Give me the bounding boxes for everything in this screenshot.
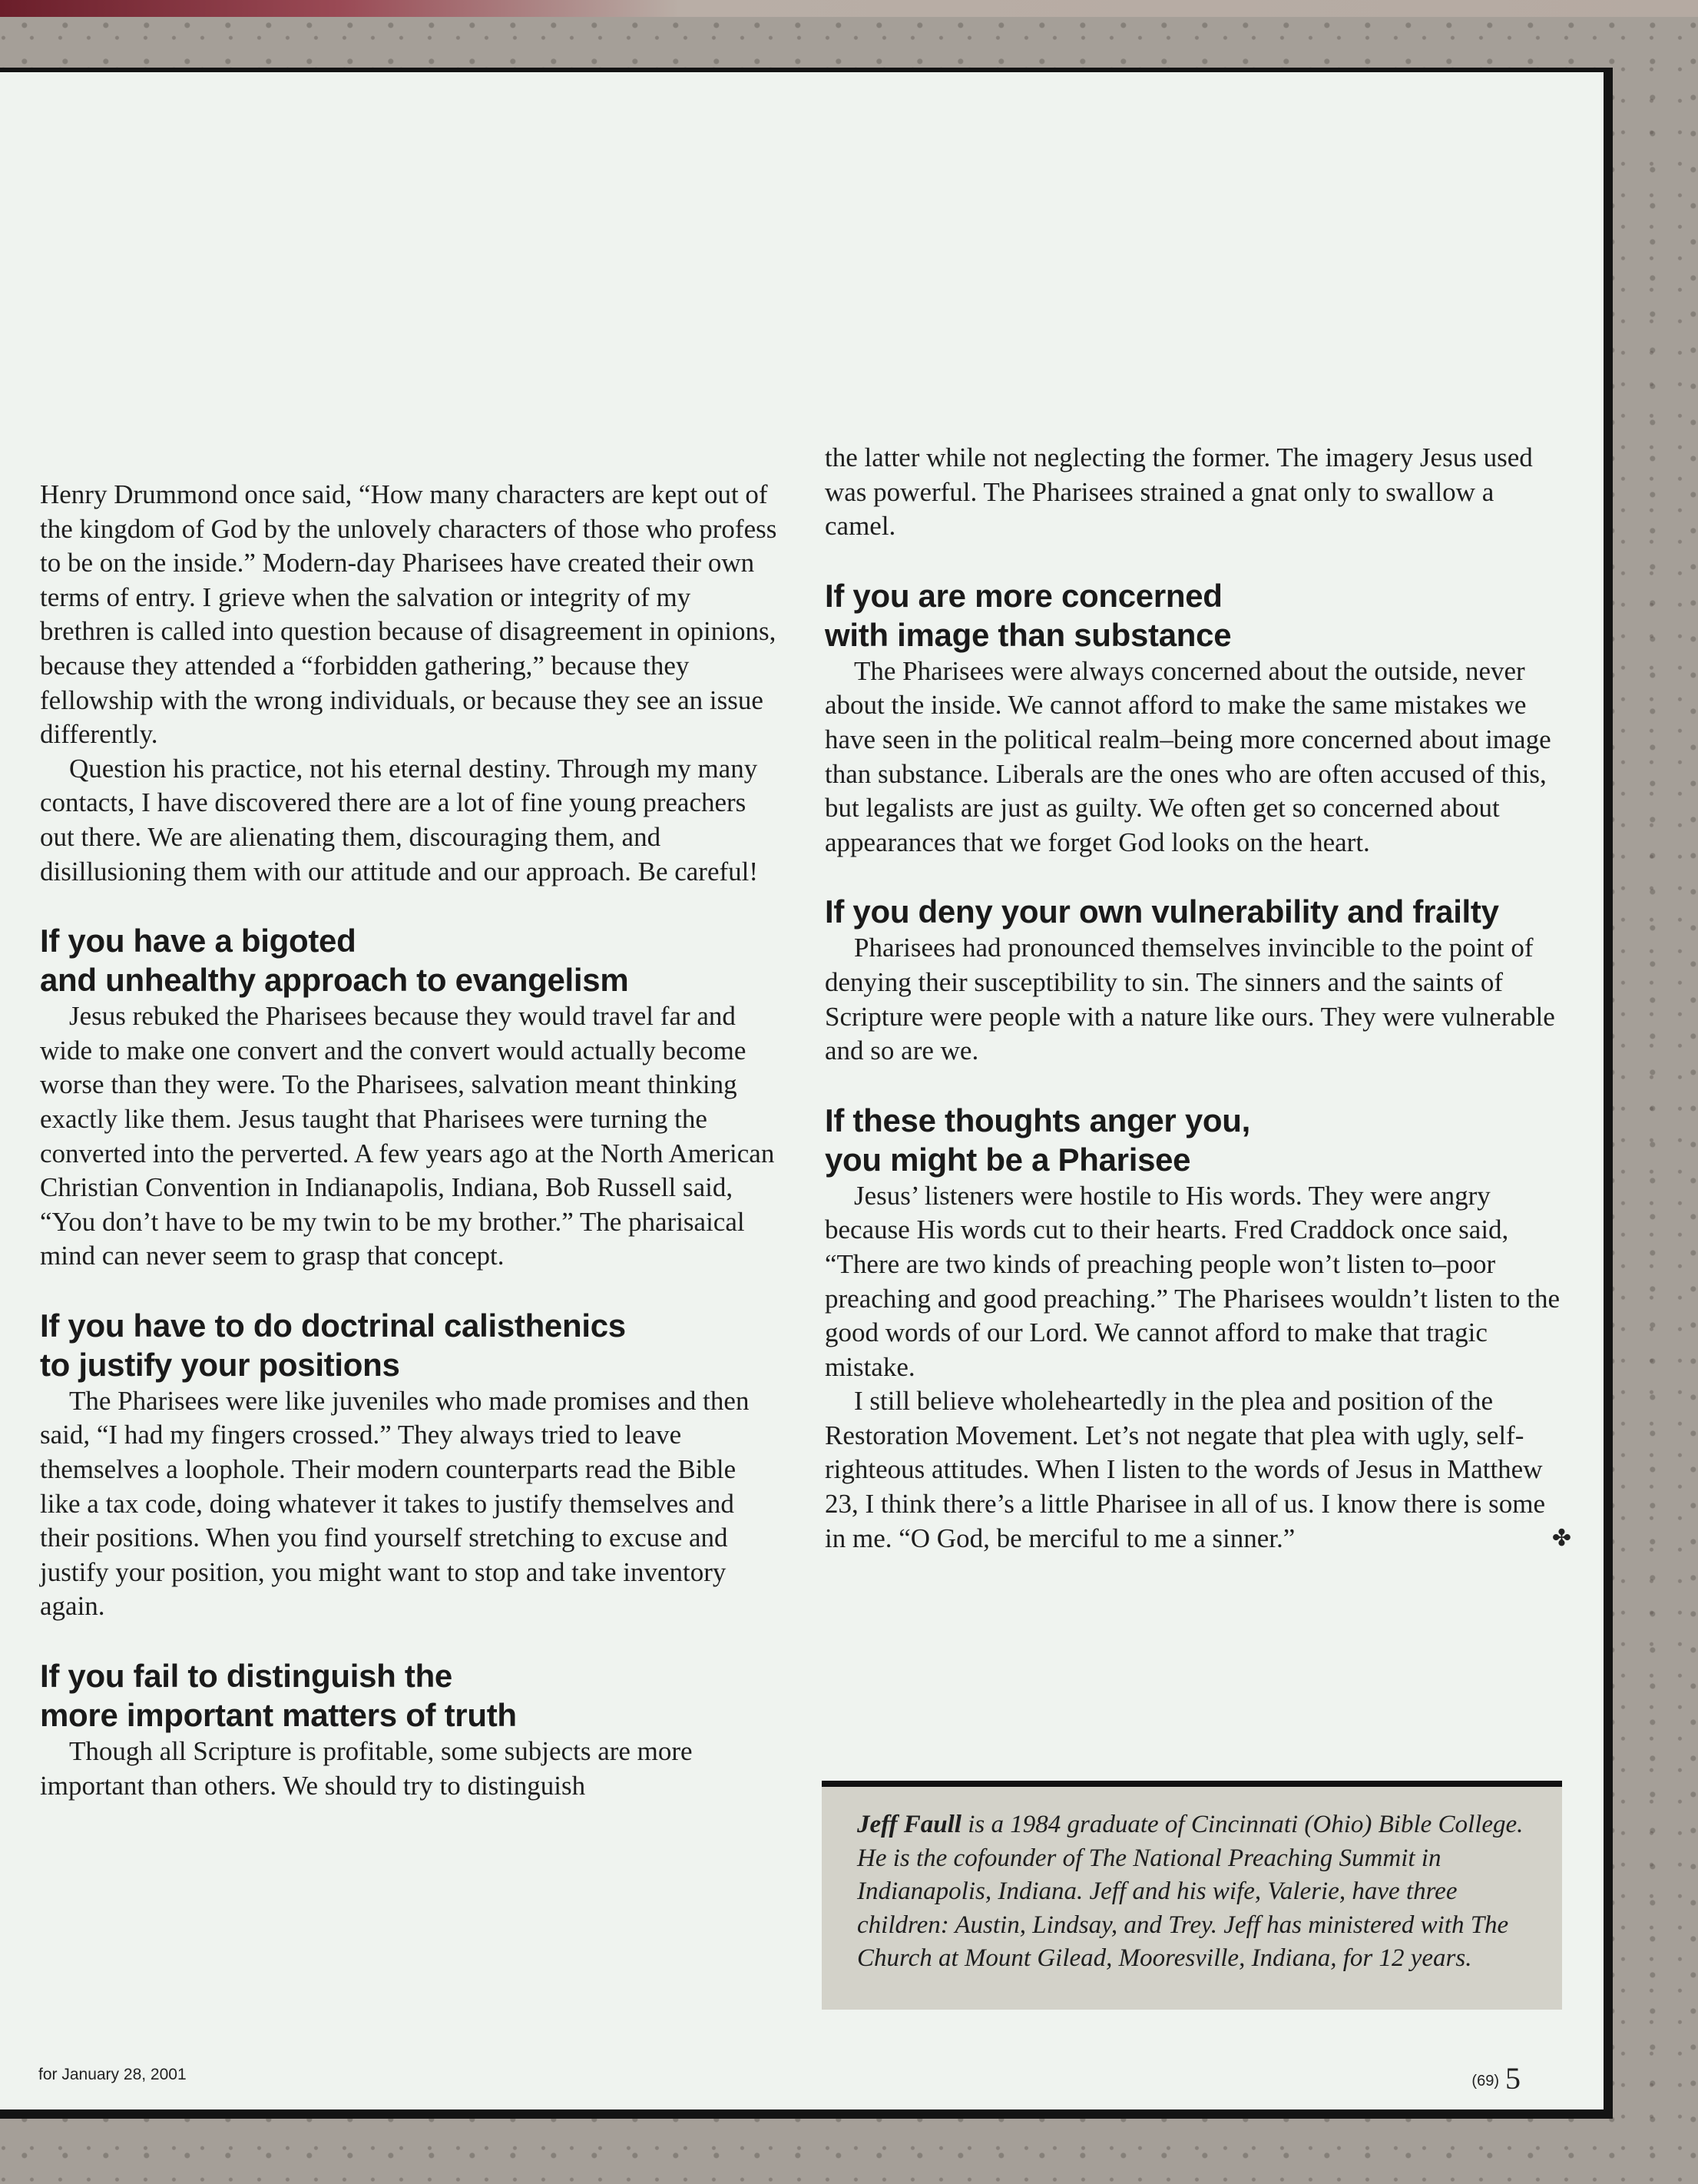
bio-divider xyxy=(822,1781,1562,1787)
page-number: 5 xyxy=(1505,2061,1521,2096)
author-bio-box xyxy=(822,1787,1562,2010)
closing-paragraph: I still believe wholeheartedly in the plea and position of the Restoration Movement. Let’s not negate that plea with ugly, self-righteous attitudes. When I listen to the words of Jesus in Matthew 23, I think there’s a little Pharisee in all of us. I know there is some in me. “O God, be merciful to me a sinner.” ✤ xyxy=(825,1384,1571,1556)
section-heading-evangelism: If you have a bigoted and unhealthy approach to evangelism xyxy=(40,923,629,999)
issue-date: for January 28, 2001 xyxy=(38,2066,187,2083)
section-heading-anger: If these thoughts anger you, you might be a Pharisee xyxy=(825,1102,1250,1178)
continued-paragraph: the latter while not neglecting the former. The imagery Jesus used was powerful. The Pharisees strained a gnat only to swallow a camel. xyxy=(825,442,1533,542)
section-body-vulnerability: Pharisees had pronounced themselves invincible to the point of denying their susceptibility to sin. The sinners and the saints of Scripture were people with a nature like ours. They were vulnerable and so are we. xyxy=(825,933,1555,1066)
section-heading-image-substance: If you are more concerned with image than substance xyxy=(825,577,1232,653)
right-column xyxy=(825,442,1571,1556)
page-folio xyxy=(1471,2060,1521,2096)
intro-paragraph: Henry Drummond once said, “How many characters are kept out of the kingdom of God by the unlovely characters of those who profess to be on the inside.” Modern-day Pharisees have created their own terms of entry. I grieve when the salvation or integrity of my brethren is called into question because of disagreement in opinions, because they attended a “forbidden gathering,” because they fellowship with the wrong individuals, or because they see an issue differently. xyxy=(40,479,777,750)
section-body-image-substance: The Pharisees were always concerned about the outside, never about the inside. We cannot afford to make the same mistakes we have seen in the political realm–being more concerned about image than substance. Liberals are the ones who are often accused of this, but legalists are just as guilty. We often get so concerned about appearances that we forget God looks on the heart. xyxy=(825,655,1551,857)
section-heading-calisthenics: If you have to do doctrinal calisthenics to justify your positions xyxy=(40,1307,626,1383)
section-body-calisthenics: The Pharisees were like juveniles who made promises and then said, “I had my fingers crossed.” They always tried to leave themselves a loophole. Their modern counterparts read the Bible like a tax code, doing whatever it takes to justify themselves and their positions. When you find yourself stretching to excuse and justify your position, you might want to stop and take inventory again. xyxy=(40,1385,750,1622)
section-heading-vulnerability: If you deny your own vulnerability and frailty xyxy=(825,893,1499,930)
author-name: Jeff Faull xyxy=(857,1811,962,1838)
section-body-evangelism: Jesus rebuked the Pharisees because they would travel far and wide to make one convert and the convert would actually become worse than they were. To the Pharisees, salvation meant thinking exactly like them. Jesus taught that Pharisees were turning the converted into the perverted. A few years ago at the North American Christian Convention in Indianapolis, Indiana, Bob Russell said, “You don’t have to be my twin to be my brother.” The pharisaical mind can never seem to grasp that concept. xyxy=(40,1001,775,1271)
section-heading-matters-of-truth: If you fail to distinguish the more important matters of truth xyxy=(40,1658,517,1734)
issue-page-number: (69) xyxy=(1471,2073,1499,2090)
section-body-matters-of-truth: Though all Scripture is profitable, some subjects are more important than others. We should try to distinguish xyxy=(40,1736,693,1801)
section-body-anger: Jesus’ listeners were hostile to His words. They were angry because His words cut to their hearts. Fred Craddock once said, “There are two kinds of preaching people won’t listen to–poor preaching and good preaching.” The Pharisees wouldn’t listen to the good words of our Lord. We cannot afford to make that tragic mistake. xyxy=(825,1180,1561,1382)
author-bio-text: is a 1984 graduate of Cincinnati (Ohio) Bible College. He is the cofounder of The National Preaching Summit in Indianapolis, Indiana. Jeff and his wife, Valerie, have three children: Austin, Lindsay, and Trey. Jeff has ministered with The Church at Mount Gilead, Mooresville, Indiana, for 12 years. xyxy=(857,1811,1524,1972)
left-column xyxy=(40,478,777,1803)
intro-paragraph-2: Question his practice, not his eternal destiny. Through my many contacts, I have discovered there are a lot of fine young preachers out there. We are alienating them, discouraging them, and disillusioning them with our attitude and our approach. Be careful! xyxy=(40,753,759,887)
page-top-edge xyxy=(0,0,1698,17)
end-of-article-icon: ✤ xyxy=(1551,1525,1571,1551)
magazine-page xyxy=(0,68,1613,2119)
